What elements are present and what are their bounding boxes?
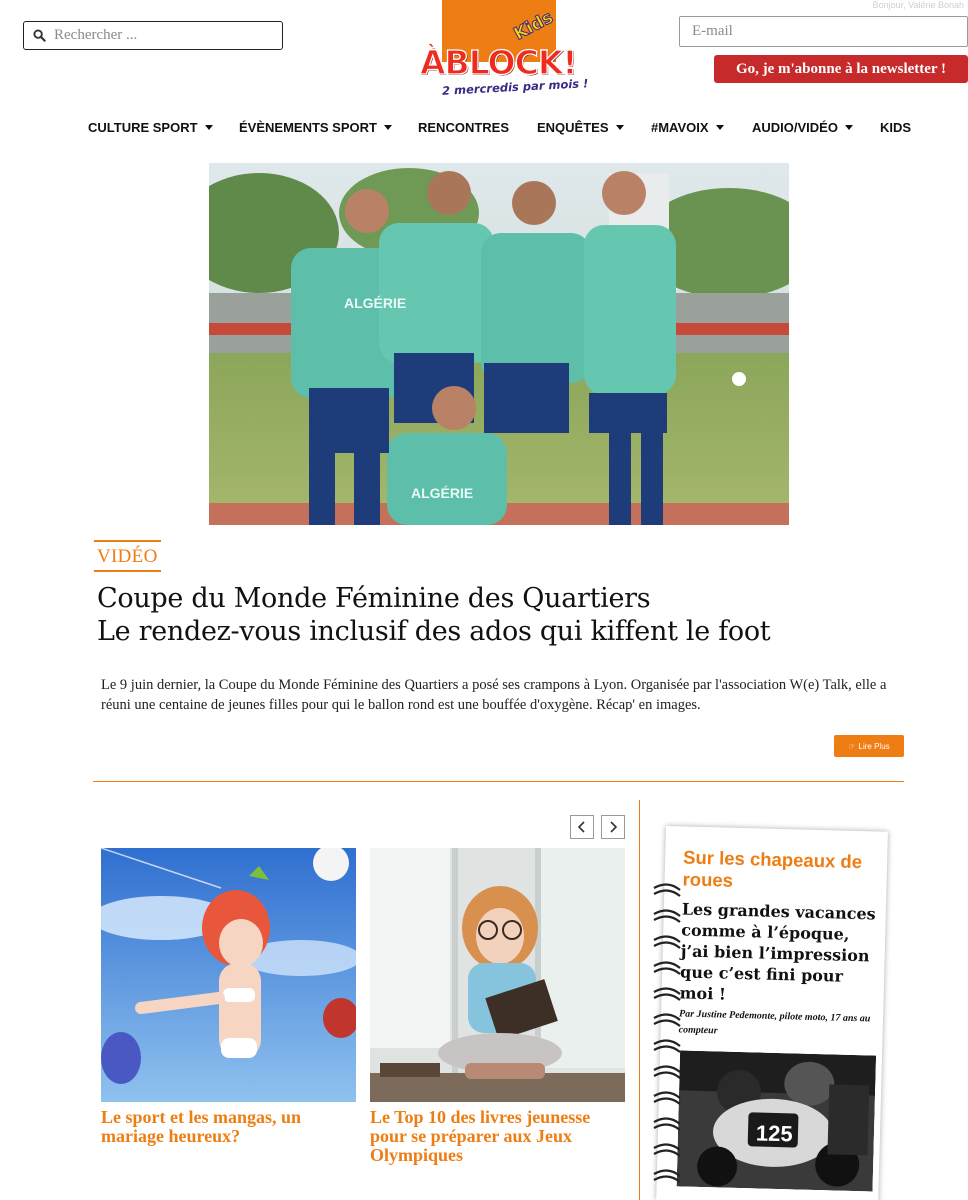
user-greeting: Bonjour, Valérie Bonah (872, 0, 964, 10)
newsletter-email-box[interactable] (679, 16, 968, 47)
nav-item-mavoix[interactable] (651, 120, 724, 135)
chevron-right-icon (608, 821, 618, 833)
newsletter-subscribe-button[interactable]: Go, je m'abonne à la newsletter ! (714, 55, 968, 83)
nav-item-kids[interactable] (880, 120, 911, 135)
chevron-down-icon (716, 125, 724, 130)
nav-item-label: CULTURE SPORT (88, 120, 198, 135)
notebook-quote: Les grandes vacances comme à l’époque, j’ai bien l’impression que c’est fini pour moi ! (679, 899, 876, 1004)
card-title-mangas[interactable]: Le sport et les mangas, un mariage heureux? (101, 1107, 302, 1146)
card-image-livres[interactable] (370, 848, 625, 1102)
read-more-label: Lire Plus (858, 741, 890, 751)
hand-pointer-icon: ☞ (848, 741, 856, 751)
notebook-author: Par Justine Pedemonte, pilote moto, 17 ans au compteur (678, 1008, 871, 1037)
headline-line-2: Le rendez-vous inclusif des ados qui kiffent le foot (97, 616, 771, 647)
chevron-left-icon (577, 821, 587, 833)
site-logo[interactable] (420, 0, 589, 100)
newsletter-email-input[interactable] (680, 17, 967, 46)
notebook-photo (677, 1050, 876, 1191)
nav-item-rencontres[interactable] (418, 120, 509, 135)
jersey-text: ALGÉRIE (344, 295, 407, 311)
logo-wordmark: ÀBLOCK! (420, 43, 577, 82)
article-headline[interactable] (97, 582, 897, 648)
headline-line-1: Coupe du Monde Féminine des Quartiers (97, 583, 651, 614)
category-label[interactable]: VIDÉO (94, 540, 161, 572)
nav-item-label: ENQUÊTES (537, 120, 609, 135)
nav-item-enquetes[interactable] (537, 120, 624, 135)
notebook-title: Sur les chapeaux de roues (682, 846, 863, 891)
nav-item-label: KIDS (880, 120, 912, 135)
logo-kids: Kids (510, 7, 557, 45)
nav-item-label: AUDIO/VIDÉO (752, 120, 838, 135)
notebook-spiral-binding (650, 880, 690, 1200)
section-divider (93, 781, 904, 782)
carousel-prev-button[interactable] (570, 815, 594, 839)
nav-item-label: RENCONTRES (418, 120, 510, 135)
chevron-down-icon (616, 125, 624, 130)
hero-image[interactable] (209, 163, 789, 525)
search-box[interactable] (23, 21, 283, 50)
carousel-next-button[interactable] (601, 815, 625, 839)
article-excerpt: Le 9 juin dernier, la Coupe du Monde Féminine des Quartiers a posé ses crampons à Lyon. Organisée par l'association W(e) Talk, elle a réuni une centaine de jeunes filles pour qui le ballon rond est une bouffée d'oxygène. Récap' en images. (101, 677, 887, 713)
main-nav (0, 120, 968, 142)
nav-item-culture-sport[interactable] (88, 120, 213, 135)
search-input[interactable] (54, 27, 274, 44)
jersey-text: ALGÉRIE (411, 485, 474, 501)
card-title-livres[interactable]: Le Top 10 des livres jeunesse pour se préparer aux Jeux Olympiques (370, 1107, 591, 1165)
read-more-button[interactable] (834, 735, 904, 757)
chevron-down-icon (845, 125, 853, 130)
bike-number: 125 (755, 1120, 794, 1147)
notebook-column[interactable] (656, 826, 888, 1200)
column-separator (639, 800, 640, 1200)
logo-tagline: 2 mercredis par mois ! (441, 76, 589, 98)
nav-item-label: #MAVOIX (651, 120, 709, 135)
nav-item-evenements-sport[interactable] (239, 120, 392, 135)
nav-item-audio-video[interactable] (752, 120, 853, 135)
chevron-down-icon (384, 125, 392, 130)
chevron-down-icon (205, 125, 213, 130)
card-image-mangas[interactable] (101, 848, 356, 1102)
nav-item-label: ÉVÈNEMENTS SPORT (239, 120, 377, 135)
search-icon (33, 29, 46, 42)
